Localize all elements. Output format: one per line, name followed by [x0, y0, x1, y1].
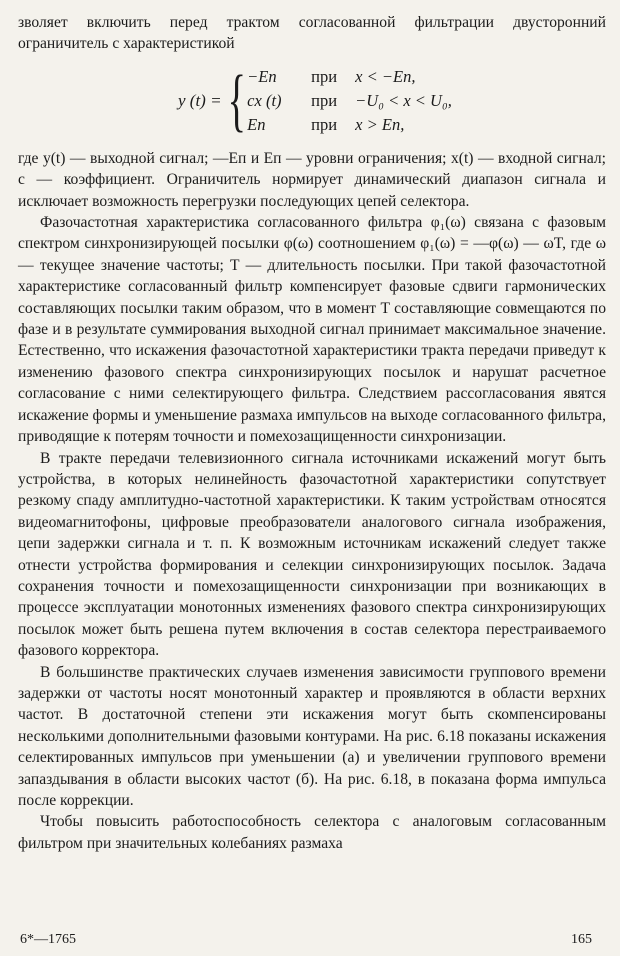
formula-lhs: y (t) = [178, 90, 222, 110]
paragraph-3: Фазочастотная характеристика согласованного фильтра φ₁(ω) связана с фазовым спектром синхронизирующей посылки φ(ω) соотношением φ₁(ω) = —φ(ω) — ωT, где ω — текущее значение частоты; T — длительность посылки. При такой фазочастотной характеристике согласованный фильтр компенсирует фазовые сдвиги гармонических составляющих посылки таким образом, что в момент T составляющие совмещаются по фазе и в результате суммирования выходной сигнал принимает максимальное значение. Естественно, что искажения фазочастотной характеристики тракта передачи приведут к изменению фазового спектра синхронизирующих посылок и нарушат расчетное согласование с ними селектирующего фильтра. Следствием рассогласования явятся искажение формы и уменьшение размаха импульсов на выходе согласованного фильтра, приводящие к потерям точности и помехозащищенности синхронизации. [18, 214, 606, 446]
formula-cases [247, 66, 452, 136]
paragraph-4: В тракте передачи телевизионного сигнала источниками искажений могут быть устройства, в которых нелинейность фазочастотной характеристики сопутствует резкому спаду амплитудно-частотной характеристики. К таким устройствам относятся видеомагнитофоны, цифровые преобразователи аналогового сигнала изображения, цепи задержки сигнала и т. п. К возможным источникам искажений следует также отнести устройства формирования и селекции синхронизирующих посылок. Задача сохранения точности и помехозащищенности синхронизации при возникающих в процессе эксплуатации монотонных изменениях фазового спектра синхронизирующих посылок может быть решена путем включения в состав селектора перестраиваемого фазового корректора. [18, 449, 606, 660]
paragraph-6: Чтобы повысить работоспособность селектора с аналоговым согласованным фильтром при значительных колебаниях размаха [18, 813, 606, 852]
case-2-cond: −U₀ < x < U₀, [355, 90, 452, 110]
case-3-cond: x > Eп, [355, 114, 405, 134]
case-3-word: при [311, 114, 338, 134]
limiter-formula [178, 61, 606, 139]
case-1-expr: −Eп [247, 66, 277, 86]
page-footer [20, 932, 592, 948]
paragraph-5: В большинстве практических случаев изменения зависимости группового времени задержки от частоты носят монотонный характер и проявляются в области верхних частот. В достаточной степени эти искажения могут быть скомпенсированы несколькими дополнительными фазовыми контурами. На рис. 6.18 показаны искажения селектированных импульсов при уменьшении (а) и увеличении группового времени запаздывания в области высоких частот (б). На рис. 6.18, в показана форма импульса после коррекции. [18, 663, 606, 809]
case-2-expr: cx (t) [247, 90, 282, 110]
paragraph-1: зволяет включить перед трактом согласованной фильтрации двусторонний ограничитель с характеристикой [18, 14, 606, 53]
case-2-word: при [311, 90, 338, 110]
case-3-expr: Eп [247, 114, 266, 134]
case-1-cond: x < −Eп, [355, 66, 416, 86]
page-number: 165 [571, 932, 592, 947]
case-1-word: при [311, 66, 338, 86]
printer-signature: 6*—1765 [20, 932, 76, 947]
paragraph-2: где y(t) — выходной сигнал; —Eп и Eп — уровни ограничения; x(t) — входной сигнал; c — коэффициент. Ограничитель нормирует динамический диапазон сигнала и исключает возможность перегрузки последующих цепей селектора. [18, 149, 606, 210]
formula-brace: { [227, 61, 246, 139]
